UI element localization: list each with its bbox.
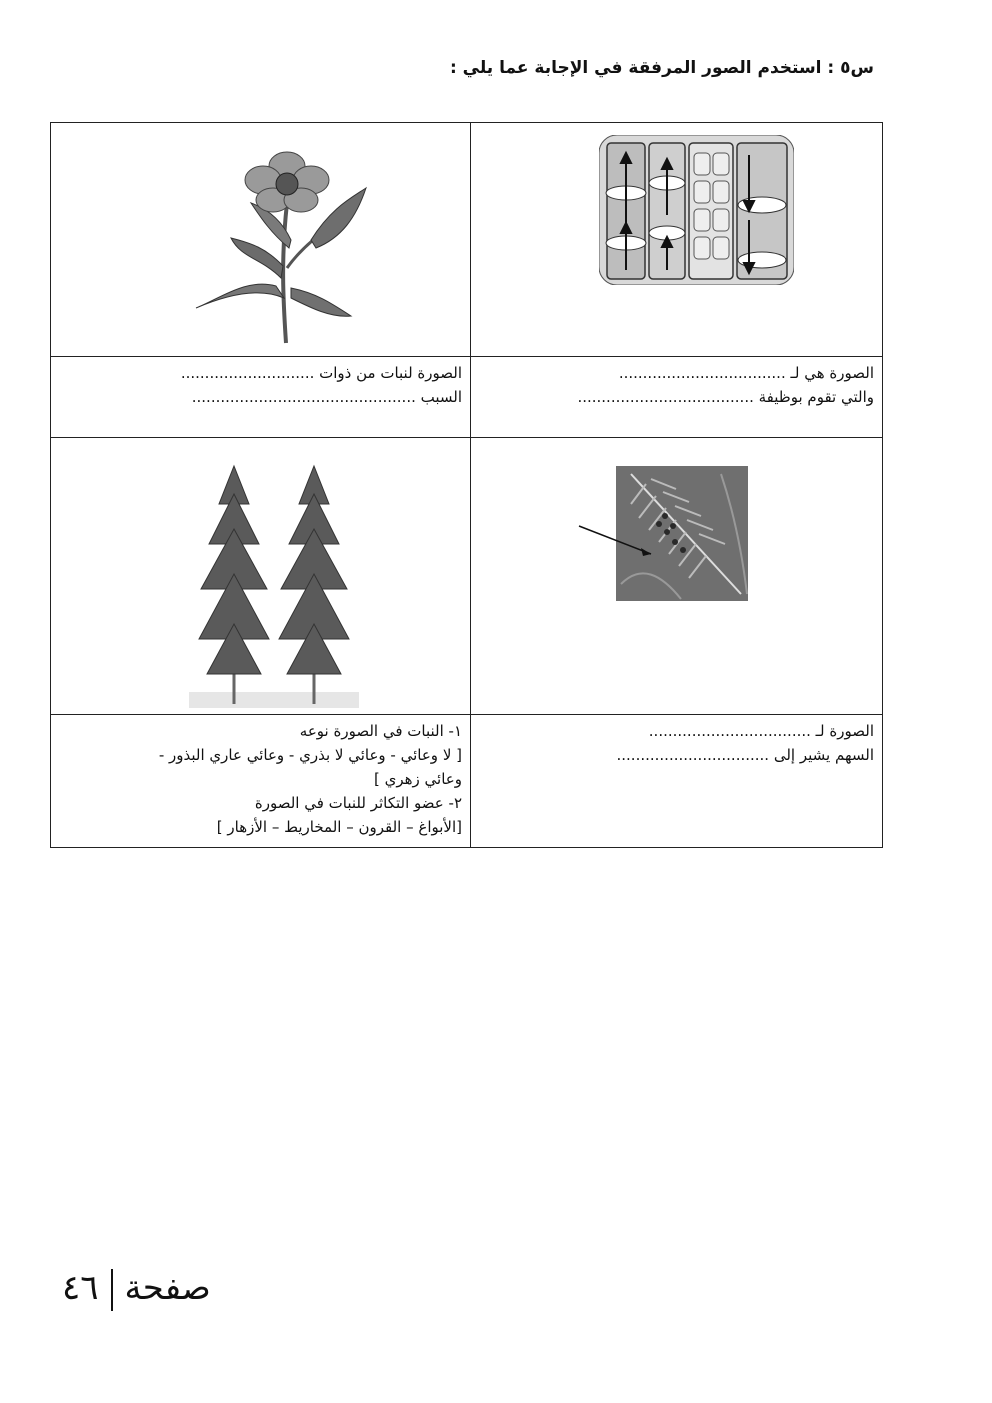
footer-separator — [111, 1269, 113, 1311]
fern-image-cell — [471, 438, 883, 715]
question-title: س٥ : استخدم الصور المرفقة في الإجابة عما يلي : — [449, 58, 874, 78]
xylem-phloem-image — [599, 135, 794, 285]
flower-image-cell — [51, 123, 471, 357]
pine-image-cell — [51, 438, 471, 715]
page-footer — [62, 1268, 211, 1311]
xylem-line-1: الصورة هي لـ ................................... — [618, 364, 874, 382]
pine-line-5: [الأبواغ – القرون – المخاريط – الأزهار ] — [216, 818, 462, 836]
pine-line-3: وعائي زهري ] — [373, 770, 462, 788]
flower-line-1: الصورة لنبات من ذوات ............................ — [180, 364, 462, 382]
worksheet-table — [50, 122, 883, 848]
page-word: صفحة — [124, 1268, 211, 1308]
page-number: ٤٦ — [62, 1268, 99, 1308]
fern-line-1: الصورة لـ .................................. — [648, 722, 874, 740]
pine-trees-image — [189, 464, 359, 708]
pine-line-4: ٢- عضو التكاثر للنبات في الصورة — [254, 794, 462, 812]
xylem-question-cell — [471, 357, 883, 438]
pine-line-1: ١- النبات في الصورة نوعه — [299, 722, 462, 740]
flower-line-2: السبب ............................................... — [191, 388, 462, 406]
fern-question-cell — [471, 715, 883, 848]
pine-line-2: [ لا وعائي - وعائي لا بذري - وعائي عاري البذور - — [158, 746, 462, 764]
pine-question-cell — [51, 715, 471, 848]
fern-image — [571, 464, 811, 604]
flowering-plant-image — [191, 148, 371, 348]
xylem-line-2: والتي تقوم بوظيفة ..................................... — [577, 388, 874, 406]
xylem-image-cell — [471, 123, 883, 357]
flower-question-cell — [51, 357, 471, 438]
fern-line-2: السهم يشير إلى ................................ — [616, 746, 874, 764]
